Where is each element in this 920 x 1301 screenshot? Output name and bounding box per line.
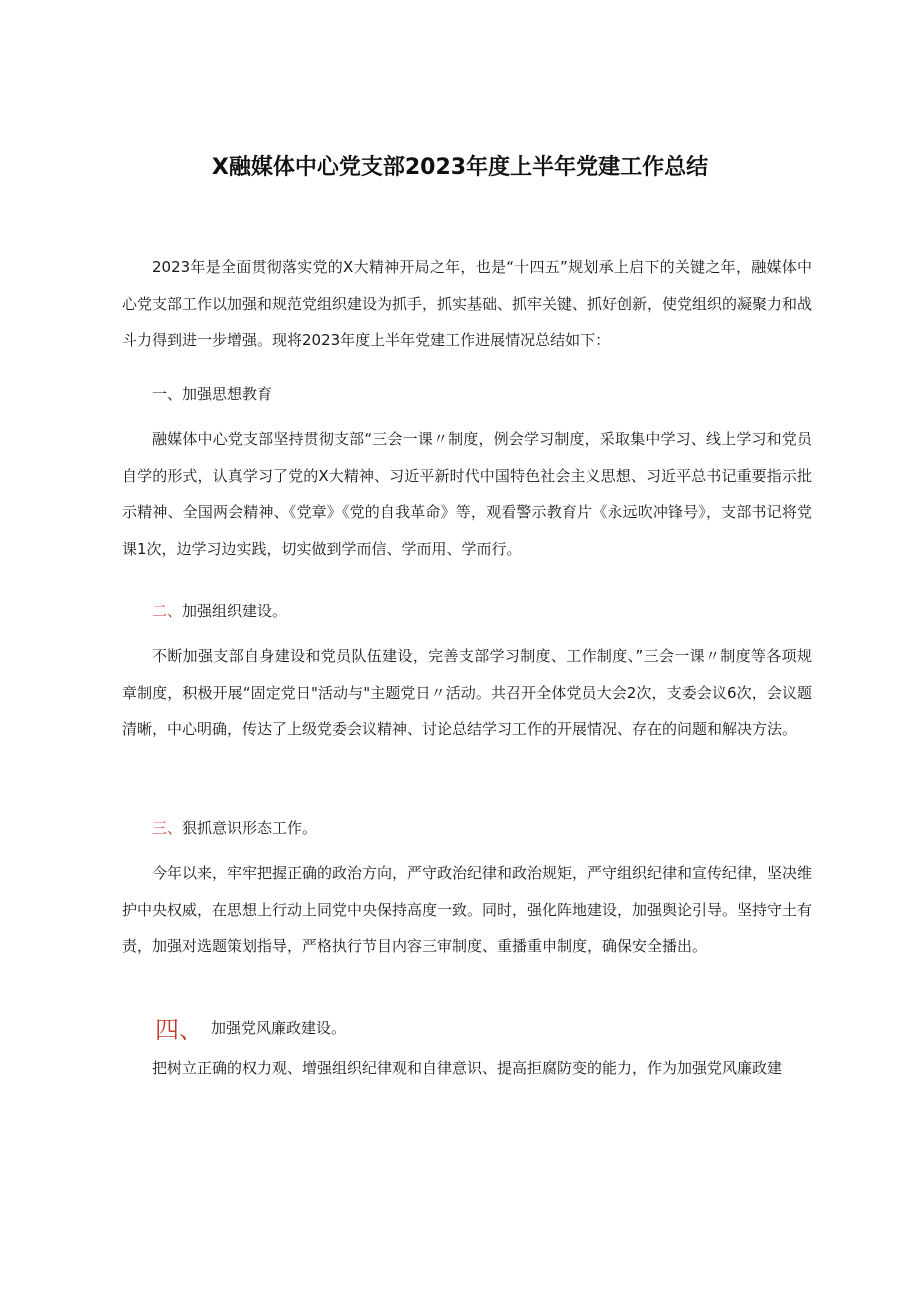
section-1-body: 融媒体中心党支部坚持贯彻支部“三会一课〃制度，例会学习制度，采取集中学习、线上学习和党员自学的形式，认真学习了党的X大精神、习近平新时代中国特色社会主义思想、习近平总书记重要指示批示精神、全国两会精神、《党章》《党的自我革命》等，观看警示教育片《永远吹冲锋号》，支部书记将党课1次，边学习边实践，切实做到学而信、学而用、学而行。 [122,430,812,558]
section-2-heading [152,601,287,621]
section-2-body: 不断加强支部自身建设和党员队伍建设，完善支部学习制度、工作制度、”三会一课〃制度等各项规章制度，积极开展“固定党日"活动与"主题党日〃活动。共召开全体党员大会2次，支委会议6次，会议题清晰，中心明确，传达了上级党委会议精神、讨论总结学习工作的开展情况、存在的问题和解决方法。 [122,647,812,738]
section-1-title: 加强思想教育 [182,385,273,403]
intro-paragraph: 2023年是全面贯彻落实党的X大精神开局之年，也是“十四五”规划承上启下的关键之年，融媒体中心党支部工作以加强和规范党组织建设为抓手，抓实基础、抓牢关键、抓好创新，使党组织的凝聚力和战斗力得到进一步增强。现将2023年度上半年党建工作进展情况总结如下： [122,258,813,349]
section-3-heading [152,818,317,838]
section-1-number: 一、 [152,385,183,403]
section-4-title: 加强党风廉政建设。 [211,1019,347,1037]
section-3-title: 狠抓意识形态工作。 [182,819,318,837]
section-4-number: 四、 [155,1016,203,1044]
document-title: X融媒体中心党支部2023年度上半年党建工作总结 [211,155,709,180]
section-2-number: 二、 [152,602,183,620]
section-2-title: 加强组织建设。 [182,602,288,620]
section-3-body: 今年以来，牢牢把握正确的政治方向，严守政治纪律和政治规矩，严守组织纪律和宣传纪律，坚决维护中央权威，在思想上行动上同党中央保持高度一致。同时，强化阵地建设，加强舆论引导。坚持守土有责，加强对选题策划指导，严格执行节目内容三审制度、重播重申制度，确保安全播出。 [122,864,813,955]
section-1-heading [152,384,272,404]
section-3-number: 三、 [152,819,183,837]
section-4-body: 把树立正确的权力观、增强组织纪律观和自律意识、提高拒腐防变的能力，作为加强党风廉政建 [152,1059,783,1077]
section-4-heading [155,1010,346,1045]
